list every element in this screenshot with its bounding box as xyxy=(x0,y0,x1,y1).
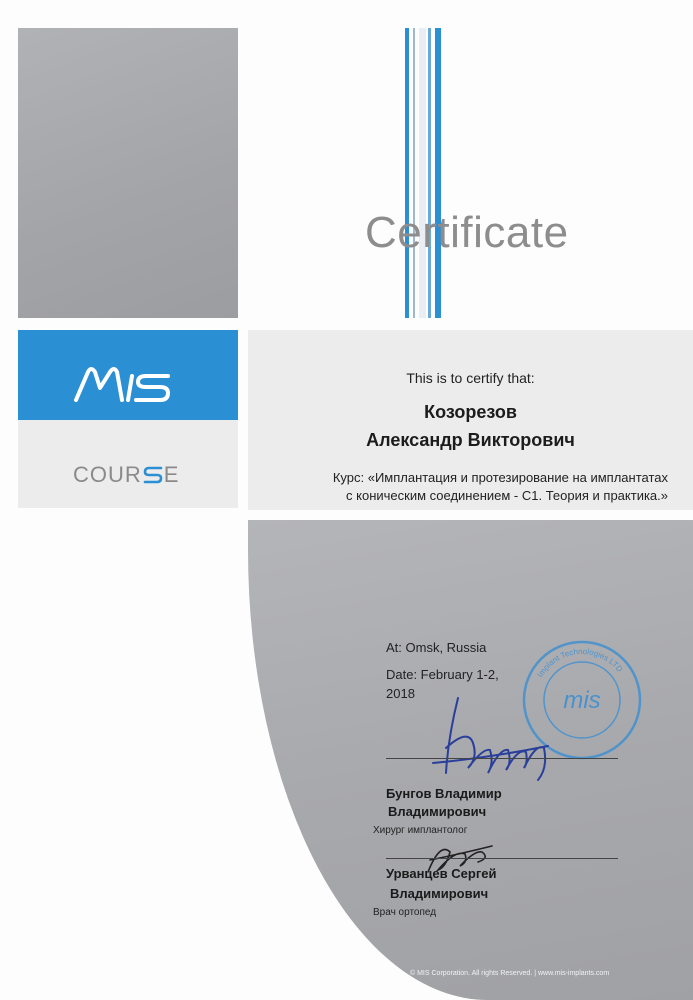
brand-logo-panel xyxy=(18,330,238,420)
location-text: At: Omsk, Russia xyxy=(386,640,487,655)
course-logo-text-end: E xyxy=(163,462,180,487)
date-year-text: 2018 xyxy=(386,686,415,701)
mis-logo xyxy=(18,330,238,420)
stamp-ring-text: Implant Technologies LTD xyxy=(535,646,625,679)
signer-2-name: Урванцев Сергей xyxy=(386,866,497,881)
signer-1-name: Бунгов Владимир xyxy=(386,786,502,801)
signer-1-patronymic: Владимирович xyxy=(388,804,487,819)
signature-2-line xyxy=(386,858,618,859)
stamp-center-text: mis xyxy=(563,687,601,714)
signer-2-role: Врач ортопед xyxy=(373,907,437,918)
course-logo-text: COUR xyxy=(73,462,142,487)
course-logo xyxy=(73,462,179,488)
date-text: Date: February 1-2, xyxy=(386,667,499,682)
signature-1-line xyxy=(386,758,618,759)
certify-text: This is to certify that: xyxy=(406,370,535,386)
recipient-surname: Козорезов xyxy=(424,402,517,422)
signer-1-role: Хирург имплантолог xyxy=(373,825,468,836)
certificate-title: Certificate xyxy=(365,208,569,257)
signature-1-image xyxy=(428,688,578,788)
course-title-line-1: Курс: «Имплантация и протезирование на имплантатах xyxy=(332,470,668,485)
signer-2-patronymic: Владимирович xyxy=(390,886,489,901)
recipient-given-names: Александр Викторович xyxy=(366,430,575,450)
footer-copyright: © MIS Corporation. All rights Reserved. | www.mis-implants.com xyxy=(410,970,610,977)
decorative-gray-panel xyxy=(18,28,238,318)
decorative-stripes xyxy=(405,28,445,318)
course-title-line-2: с коническим соединением - C1. Теория и практика.» xyxy=(346,488,668,503)
s-swoosh-icon xyxy=(142,463,164,485)
